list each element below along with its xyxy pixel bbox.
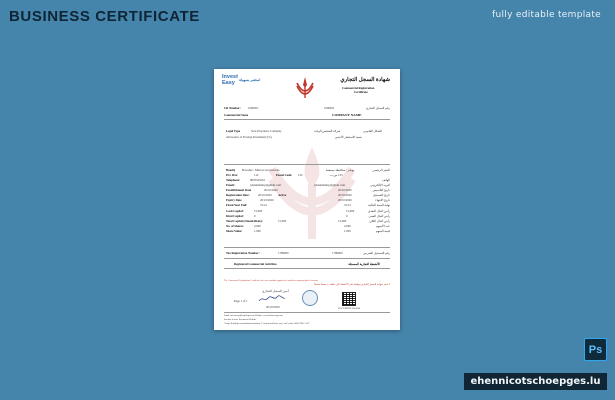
divider (224, 312, 390, 313)
shares-value: 2,000 (254, 224, 261, 228)
postal-code-value-ar: 133 (338, 173, 343, 177)
cr-number-value: 1090951 (248, 106, 259, 110)
telephone-label-ar: الهاتف (382, 178, 390, 182)
tax-number-label-ar: رقم التسجيل الضريبي (362, 251, 390, 255)
divider (224, 119, 390, 120)
fiscal-year-value-2: 31/12 (344, 203, 351, 207)
commercial-name-value: COMPANY NAME (332, 113, 362, 117)
qr-code-icon (342, 292, 356, 306)
divider (224, 258, 390, 259)
share-value-label: Share Value: (226, 229, 243, 233)
establishment-date-value-2: 20/10/2020 (338, 188, 352, 192)
legal-type-label-ar: الشكل القانوني (362, 129, 382, 133)
cash-capital-label: Cash Capital: (226, 209, 244, 213)
logo-text-easy: Easy (222, 80, 235, 86)
fiscal-year-value: 31/12 (260, 203, 267, 207)
legal-type-value: Sole Proprietor Company (251, 129, 282, 133)
share-value-label-ar: قيمة السهم (375, 229, 390, 233)
logo-text-arabic: استثمر بسهولة (239, 78, 261, 82)
oman-emblem-icon (294, 75, 316, 101)
footer-line-1: Email: investeasy@tejarah.gov.om Website: www.business.gov.om (224, 315, 283, 317)
headq-value: Bowsher / Muscat Governorate (242, 168, 280, 172)
expiry-date-label-ar: تاريخ الانتهاء (375, 198, 390, 202)
expiry-date-value: 20/10/2026 (260, 198, 274, 202)
telephone-value: 9876543210 (250, 178, 265, 182)
footer-line-3: * http://fieldhelp.com/ministries/ministry/1 / fastest and better way / call center: 8000 7000 / 24/7 (224, 323, 310, 325)
official-stamp-icon (302, 290, 318, 306)
disclaimer-ar: لا تعتبر شهادة السجل التجاري موافقة على الأنشطة التي تتطلب ترخيصاً مسبقاً (314, 283, 390, 286)
foreign-investment-label: Allowance of Foreign Investment (%) (226, 135, 272, 139)
kind-capital-label: Kind Capital: (226, 214, 244, 218)
shares-label: No. of Shares: (226, 224, 245, 228)
cash-capital-value-2: 15,000 (346, 209, 355, 213)
cr-number-label-ar: رقم السجل التجاري (365, 106, 390, 110)
expiry-date-label: Expiry Date (226, 198, 242, 202)
divider (224, 247, 390, 248)
headq-value-ar: بوشر / محافظة مسقط (326, 168, 355, 172)
foreign-investment-label-ar: نسبة الاستثمار الأجنبي (334, 135, 362, 139)
registration-date-label-ar: تاريخ التسجيل (372, 193, 390, 197)
kind-capital-value: 0 (254, 214, 256, 218)
tagline: fully editable template (492, 10, 601, 20)
legal-type-value-ar: شركة الشخص الواحد (314, 129, 341, 133)
legal-type-label: Legal Type (226, 129, 241, 133)
cash-capital-label-ar: رأس المال النقدي (367, 209, 390, 213)
footer-line-2: Investor Service Investment Website (224, 319, 257, 321)
shares-label-ar: عدد الأسهم (376, 224, 390, 228)
po-box-label: P.O. Box: (226, 173, 239, 177)
signer-title-ar: أمين السجل التجاري (262, 289, 289, 293)
total-capital-label-ar: رأس المال الكلي (369, 219, 390, 223)
establishment-date-label: Establishment Date (226, 188, 252, 192)
headq-label-ar: المقر الرئيسي (372, 168, 390, 172)
kind-capital-label-ar: رأس المال العيني (368, 214, 390, 218)
cr-number-value-2: 1090951 (324, 106, 335, 110)
qr-code-text: DOCUMENT-ID-0042 (338, 307, 361, 310)
email-label-ar: البريد الإلكتروني (370, 183, 390, 187)
divider (224, 164, 390, 165)
total-capital-value-2: 15,000 (338, 219, 347, 223)
cr-number-label: CR Number: (224, 106, 241, 110)
website-badge[interactable]: ehennicotschoepges.lu (464, 373, 607, 390)
activities-label-ar: الأنشطة التجارية المسجلة (348, 262, 380, 266)
total-capital-value: 15,000 (278, 219, 287, 223)
fiscal-year-label-ar: نهاية السنة المالية (368, 203, 390, 207)
postal-code-label: Postal Code: (276, 173, 293, 177)
logo-text-invest: Invest (222, 74, 238, 80)
signature-icon (258, 295, 286, 303)
expiry-date-value-2: 20/10/2026 (338, 198, 352, 202)
establishment-date-value: 20/10/2020 (264, 188, 278, 192)
cert-title-en-2: Certificate (354, 90, 368, 94)
kind-capital-value-2: 0 (346, 214, 348, 218)
registration-date-label: Registration Date: (226, 193, 250, 197)
registration-date-value-2: 20/10/2020 (338, 193, 352, 197)
page-number: Page 1 of 1 (234, 299, 248, 303)
share-value-value-2: 1.000 (344, 229, 351, 233)
fiscal-year-label: Fiscal Year End: (226, 203, 248, 207)
registration-status: Active (278, 193, 287, 197)
establishment-date-label-ar: تاريخ التأسيس (372, 188, 390, 192)
page-title: BUSINESS CERTIFICATE (9, 8, 200, 25)
photoshop-badge-icon: Ps (584, 338, 607, 361)
tax-number-label: Tax Registration Number: (226, 251, 260, 255)
certificate-document (214, 69, 400, 330)
telephone-label: Telephone: (226, 178, 241, 182)
tax-number-value: 1789000 (278, 251, 289, 255)
email-value-2: johnsmitsmy@gmail.com (314, 183, 346, 187)
email-value: johnsmitsmy@gmail.com (250, 183, 282, 187)
po-box-value-ar: ص.ب (330, 173, 338, 177)
postal-code-value: 132 (298, 173, 303, 177)
cash-capital-value: 15,000 (254, 209, 263, 213)
cert-title-en-1: Commercial Registration (342, 86, 375, 90)
email-label: Email: (226, 183, 235, 187)
divider (224, 268, 390, 269)
tax-number-value-2: 1789000 (332, 251, 343, 255)
total-capital-label: Total Capital (Omani Rials): (226, 219, 263, 223)
shares-value-2: 2,000 (344, 224, 351, 228)
cert-title-ar: شهادة السجل التجاري (340, 77, 390, 83)
signer-date: 20/10/2020 (266, 305, 280, 309)
registration-date-value: 20/10/2020 (258, 193, 272, 197)
disclaimer-en: The Commercial Registration Certificate does not constitute approval of activities requiring prior licensing (224, 280, 318, 282)
activities-label: Registered Commercial Activities (234, 262, 277, 266)
headq-label: HeadQ (226, 168, 236, 172)
commercial-name-label: Commercial Name (224, 113, 249, 117)
share-value-value: 1.000 (254, 229, 261, 233)
po-box-value: 112 (254, 173, 259, 177)
